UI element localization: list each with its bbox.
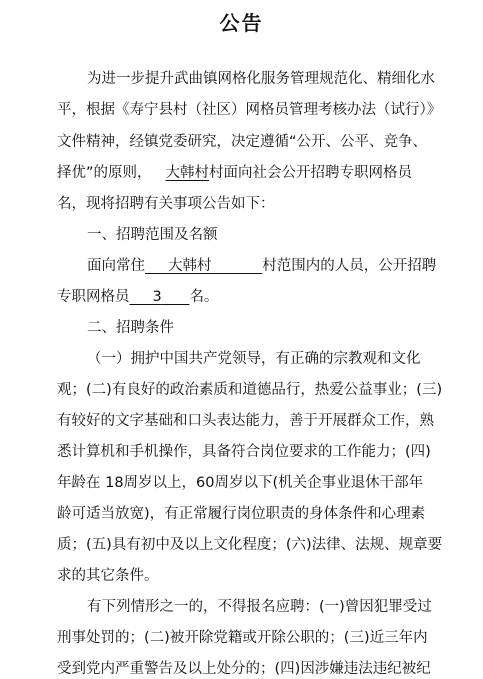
- body-line-6: [87, 256, 436, 276]
- body-text: 龄可适当放宽)，有正常履行岗位职责的身体条件和心理素: [57, 506, 426, 522]
- body-text: 择优”的原则，: [57, 165, 152, 181]
- body-line-8: [87, 349, 421, 369]
- section-heading-2: [87, 318, 174, 338]
- body-line-9: [57, 380, 442, 400]
- body-text: 名。: [189, 289, 219, 305]
- body-text: 有较好的文字基础和口头表达能力，善于开展群众工作，熟: [57, 413, 434, 429]
- village-name-blank: 大韩村: [168, 258, 212, 274]
- body-line-10: [57, 411, 434, 431]
- section-heading-text: 二、招聘条件: [87, 320, 174, 336]
- body-line-7: [57, 287, 218, 307]
- body-text: 村范围内的人员，公开招聘: [262, 258, 437, 274]
- body-line-18: [57, 659, 431, 679]
- body-line-5: [57, 194, 275, 214]
- section-heading-text: 一、招聘范围及名额: [87, 227, 218, 243]
- body-text: 有下列情形之一的，不得报名应聘：(一)曾因犯罪受过: [87, 599, 432, 615]
- body-line-13: [57, 504, 425, 524]
- body-text: 文件精神，经镇党委研究，决定遵循“公开、公平、竞争、: [57, 134, 428, 150]
- body-text: 为进一步提升武曲镇网格化服务管理规范化、精细化水: [87, 71, 435, 87]
- body-line-16: [87, 597, 432, 617]
- body-text: 年龄在 18周岁以上，60周岁以下(机关企事业退休干部年: [57, 475, 424, 491]
- body-line-12: [57, 473, 423, 493]
- body-line-2: [57, 100, 441, 120]
- recruit-count-blank: 3: [152, 289, 162, 305]
- body-line-11: [57, 442, 431, 462]
- document-title: 公告: [219, 11, 264, 35]
- section-heading-1: [87, 225, 218, 245]
- body-text: 求的其它条件。: [57, 568, 159, 584]
- village-name-blank: 大韩村: [165, 165, 210, 181]
- body-text: 专职网格员: [57, 289, 130, 305]
- body-text: 名，现将招聘有关事项公告如下：: [57, 196, 275, 212]
- body-line-1: [87, 69, 435, 89]
- body-line-3: [57, 132, 427, 152]
- body-text: 面向常住: [87, 258, 145, 274]
- body-text: 刑事处罚的；(二)被开除党籍或开除公职的；(三)近三年内: [57, 630, 428, 646]
- body-line-17: [57, 628, 428, 648]
- body-text: （一）拥护中国共产党领导，有正确的宗教观和文化: [87, 351, 421, 367]
- body-text: 受到党内严重警告及以上处分的；(四)因涉嫌违法违纪被纪: [57, 661, 431, 677]
- body-text: 观；(二)有良好的政治素质和道德品行，热爱公益事业；(三): [57, 382, 443, 398]
- body-text: 悉计算机和手机操作，具备符合岗位要求的工作能力；(四): [57, 444, 431, 460]
- body-line-4: [57, 163, 412, 183]
- body-text: 村面向社会公开招聘专职网格员: [209, 165, 413, 181]
- body-line-15: [57, 566, 159, 586]
- body-line-14: [57, 535, 442, 555]
- body-text: 平，根据《寿宁县村（社区）网格员管理考核办法（试行）》: [57, 102, 442, 118]
- body-text: 质；(五)具有初中及以上文化程度；(六)法律、法规、规章要: [57, 537, 443, 553]
